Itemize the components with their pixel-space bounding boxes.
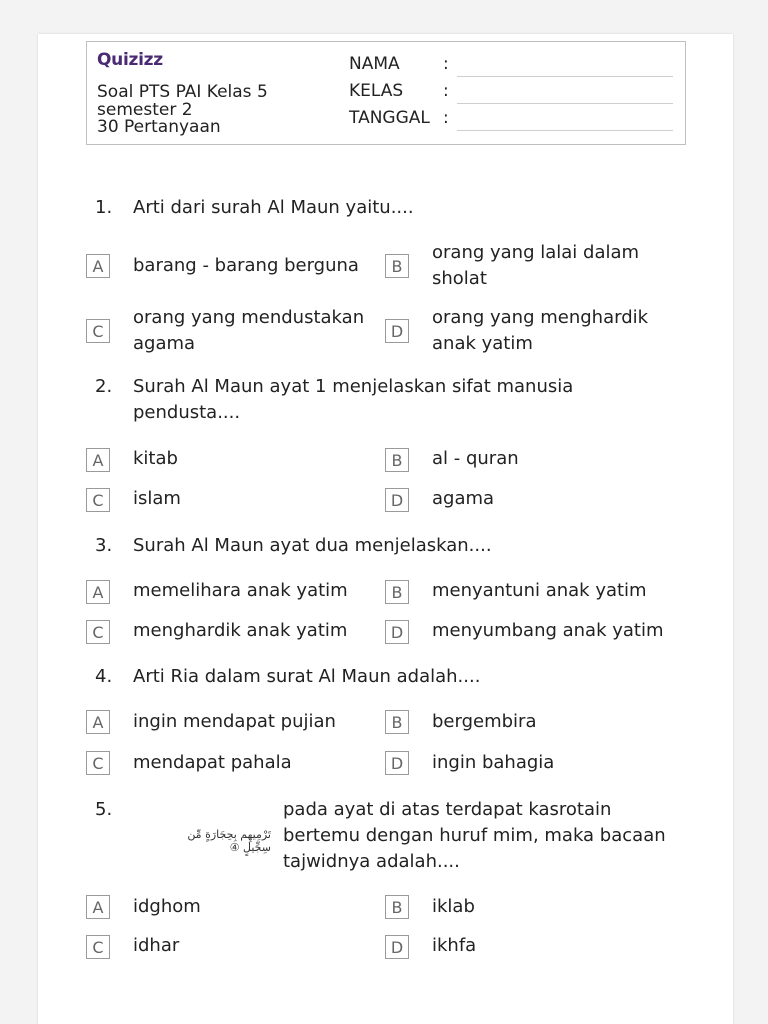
option-a-box[interactable]: A xyxy=(86,448,110,472)
option-a-text: idghom xyxy=(133,896,201,917)
name-label: NAMA xyxy=(349,54,400,74)
option-a-box[interactable]: A xyxy=(86,254,110,278)
option-a-text: memelihara anak yatim xyxy=(133,580,348,601)
option-c-text: mendapat pahala xyxy=(133,752,292,773)
question-text: Arti dari surah Al Maun yaitu.... xyxy=(133,197,414,218)
option-c-text: menghardik anak yatim xyxy=(133,620,348,641)
option-b-box[interactable]: B xyxy=(385,448,409,472)
date-field[interactable] xyxy=(457,130,673,131)
option-c-box[interactable]: C xyxy=(86,319,110,343)
option-c-box[interactable]: C xyxy=(86,935,110,959)
option-b-text: iklab xyxy=(432,896,475,917)
option-b-box[interactable]: B xyxy=(385,580,409,604)
option-a-text: kitab xyxy=(133,448,178,469)
option-b-text: bergembira xyxy=(432,711,537,732)
option-b-text: al - quran xyxy=(432,448,519,469)
name-field[interactable] xyxy=(457,76,673,77)
option-a-text: barang - barang berguna xyxy=(133,255,359,276)
question-count: 30 Pertanyaan xyxy=(97,117,221,137)
question-number: 2. xyxy=(95,376,113,397)
option-d-box[interactable]: D xyxy=(385,751,409,775)
option-d-text: menyumbang anak yatim xyxy=(432,620,664,641)
option-b-box[interactable]: B xyxy=(385,254,409,278)
worksheet-subtitle: semester 2 xyxy=(97,100,193,120)
option-d-text: agama xyxy=(432,488,495,509)
option-b-box[interactable]: B xyxy=(385,895,409,919)
option-d-box[interactable]: D xyxy=(385,488,409,512)
option-d-box[interactable]: D xyxy=(385,935,409,959)
option-c-text: orang yang mendustakan agama xyxy=(133,307,365,354)
question-text: Arti Ria dalam surat Al Maun adalah.... xyxy=(133,666,481,687)
option-d-text: orang yang menghardik anak yatim xyxy=(432,307,649,354)
class-field[interactable] xyxy=(457,103,673,104)
worksheet-title: Soal PTS PAI Kelas 5 xyxy=(97,82,268,102)
question-text: Surah Al Maun ayat 1 menjelaskan sifat manusia pendusta.... xyxy=(133,376,574,423)
option-b-text: orang yang lalai dalam sholat xyxy=(432,242,640,289)
verse-image: تَرْمِيهِم بِحِجَارَةٍ مِّن سِجِّيلٍ ④ xyxy=(187,828,271,854)
option-d-text: ikhfa xyxy=(432,935,477,956)
option-c-text: idhar xyxy=(133,935,180,956)
quizizz-logo: Quizizz xyxy=(97,50,163,70)
question-text: pada ayat di atas terdapat kasrotain bertemu dengan huruf mim, maka bacaan tajwidnya adalah.... xyxy=(283,799,666,872)
option-b-text: menyantuni anak yatim xyxy=(432,580,647,601)
option-c-box[interactable]: C xyxy=(86,620,110,644)
question-number: 5. xyxy=(95,799,113,820)
option-c-text: islam xyxy=(133,488,181,509)
option-a-box[interactable]: A xyxy=(86,580,110,604)
worksheet-page xyxy=(38,34,733,1024)
class-label: KELAS xyxy=(349,81,404,101)
question-number: 4. xyxy=(95,666,113,687)
date-label: TANGGAL xyxy=(349,108,430,128)
option-b-box[interactable]: B xyxy=(385,710,409,734)
class-colon: : xyxy=(443,81,449,101)
option-c-box[interactable]: C xyxy=(86,751,110,775)
option-a-text: ingin mendapat pujian xyxy=(133,711,336,732)
name-colon: : xyxy=(443,54,449,74)
option-d-box[interactable]: D xyxy=(385,620,409,644)
option-a-box[interactable]: A xyxy=(86,895,110,919)
option-d-text: ingin bahagia xyxy=(432,752,555,773)
worksheet-header xyxy=(86,41,686,145)
option-c-box[interactable]: C xyxy=(86,488,110,512)
date-colon: : xyxy=(443,108,449,128)
question-number: 3. xyxy=(95,535,113,556)
question-text: Surah Al Maun ayat dua menjelaskan.... xyxy=(133,535,492,556)
option-d-box[interactable]: D xyxy=(385,319,409,343)
option-a-box[interactable]: A xyxy=(86,710,110,734)
question-number: 1. xyxy=(95,197,113,218)
